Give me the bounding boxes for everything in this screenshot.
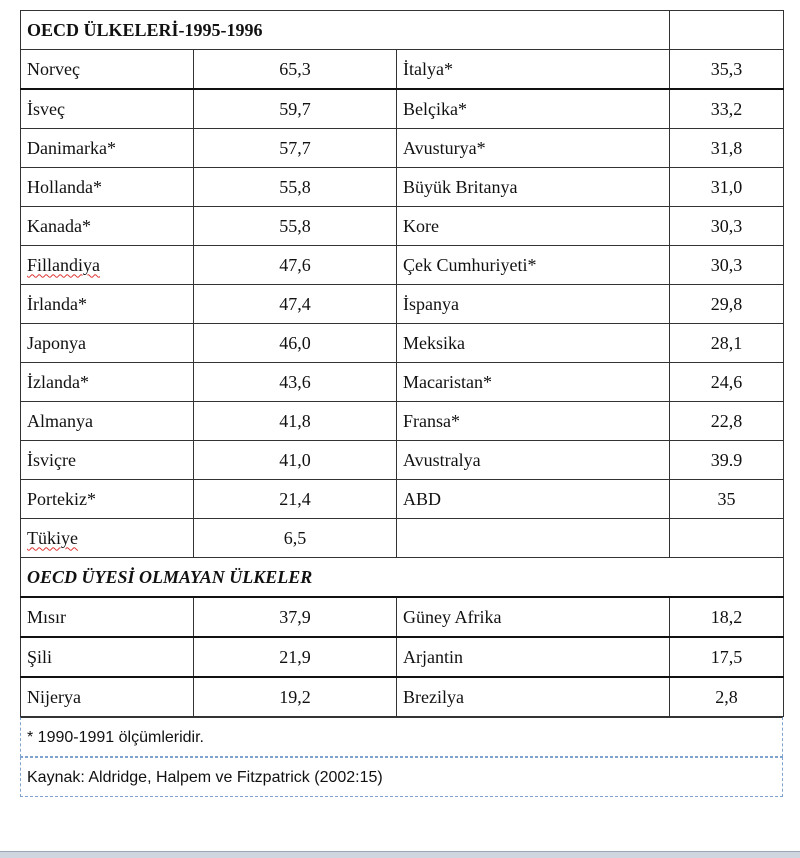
country-cell: İrlanda*	[21, 285, 194, 324]
value-cell: 24,6	[670, 363, 784, 402]
spellcheck-word: Tükiye	[27, 527, 78, 548]
country-cell	[397, 519, 670, 558]
value-cell: 37,9	[194, 597, 397, 637]
value-cell: 28,1	[670, 324, 784, 363]
country-cell: Avustralya	[397, 441, 670, 480]
table-row	[21, 324, 784, 363]
country-cell: İspanya	[397, 285, 670, 324]
oecd-table	[20, 10, 784, 717]
value-cell: 39.9	[670, 441, 784, 480]
value-cell: 59,7	[194, 89, 397, 129]
value-cell: 18,2	[670, 597, 784, 637]
table-row	[21, 168, 784, 207]
value-cell: 46,0	[194, 324, 397, 363]
table-row	[21, 637, 784, 677]
country-cell: Portekiz*	[21, 480, 194, 519]
value-cell: 57,7	[194, 129, 397, 168]
value-cell: 17,5	[670, 637, 784, 677]
country-cell: Çek Cumhuriyeti*	[397, 246, 670, 285]
value-cell: 30,3	[670, 246, 784, 285]
section-title-row	[21, 558, 784, 598]
country-cell: Macaristan*	[397, 363, 670, 402]
value-cell	[670, 519, 784, 558]
value-cell: 41,0	[194, 441, 397, 480]
country-cell: Büyük Britanya	[397, 168, 670, 207]
country-cell: Norveç	[21, 50, 194, 90]
value-cell: 6,5	[194, 519, 397, 558]
country-cell: Nijerya	[21, 677, 194, 717]
value-cell: 47,4	[194, 285, 397, 324]
country-cell: Mısır	[21, 597, 194, 637]
value-cell: 21,4	[194, 480, 397, 519]
table-row	[21, 363, 784, 402]
footnote: * 1990-1991 ölçümleridir.	[20, 717, 783, 757]
value-cell: 2,8	[670, 677, 784, 717]
country-cell: Güney Afrika	[397, 597, 670, 637]
country-cell: Belçika*	[397, 89, 670, 129]
country-cell: Kore	[397, 207, 670, 246]
country-cell: İzlanda*	[21, 363, 194, 402]
country-cell: Hollanda*	[21, 168, 194, 207]
table-row	[21, 441, 784, 480]
country-cell	[21, 246, 194, 285]
country-cell: ABD	[397, 480, 670, 519]
table-row	[21, 519, 784, 558]
value-cell: 19,2	[194, 677, 397, 717]
value-cell: 41,8	[194, 402, 397, 441]
table-row	[21, 50, 784, 90]
value-cell: 29,8	[670, 285, 784, 324]
table-row	[21, 207, 784, 246]
value-cell: 21,9	[194, 637, 397, 677]
value-cell: 55,8	[194, 168, 397, 207]
table-row	[21, 402, 784, 441]
country-cell: Meksika	[397, 324, 670, 363]
country-cell: Japonya	[21, 324, 194, 363]
value-cell: 30,3	[670, 207, 784, 246]
notes	[20, 717, 783, 797]
value-cell: 31,8	[670, 129, 784, 168]
value-cell: 65,3	[194, 50, 397, 90]
table-row	[21, 246, 784, 285]
country-cell: Arjantin	[397, 637, 670, 677]
country-cell: İsviçre	[21, 441, 194, 480]
country-cell: Almanya	[21, 402, 194, 441]
empty-cell	[670, 11, 784, 50]
value-cell: 33,2	[670, 89, 784, 129]
table-row	[21, 89, 784, 129]
table-row	[21, 480, 784, 519]
value-cell: 35	[670, 480, 784, 519]
table-row	[21, 129, 784, 168]
country-cell: Danimarka*	[21, 129, 194, 168]
country-cell: Fransa*	[397, 402, 670, 441]
value-cell: 47,6	[194, 246, 397, 285]
country-cell: Kanada*	[21, 207, 194, 246]
country-cell	[21, 519, 194, 558]
section-title: OECD ÜYESİ OLMAYAN ÜLKELER	[21, 558, 784, 598]
table-title-row	[21, 11, 784, 50]
table-row	[21, 285, 784, 324]
value-cell: 31,0	[670, 168, 784, 207]
table-row	[21, 677, 784, 717]
document-page	[20, 10, 783, 797]
value-cell: 55,8	[194, 207, 397, 246]
country-cell: İtalya*	[397, 50, 670, 90]
value-cell: 22,8	[670, 402, 784, 441]
source-note: Kaynak: Aldridge, Halpem ve Fitzpatrick (2002:15)	[20, 757, 783, 797]
value-cell: 43,6	[194, 363, 397, 402]
country-cell: İsveç	[21, 89, 194, 129]
country-cell: Şili	[21, 637, 194, 677]
table-row	[21, 597, 784, 637]
spellcheck-word: Fillandiya	[27, 254, 100, 275]
table-title: OECD ÜLKELERİ-1995-1996	[21, 11, 670, 50]
value-cell: 35,3	[670, 50, 784, 90]
country-cell: Brezilya	[397, 677, 670, 717]
country-cell: Avusturya*	[397, 129, 670, 168]
